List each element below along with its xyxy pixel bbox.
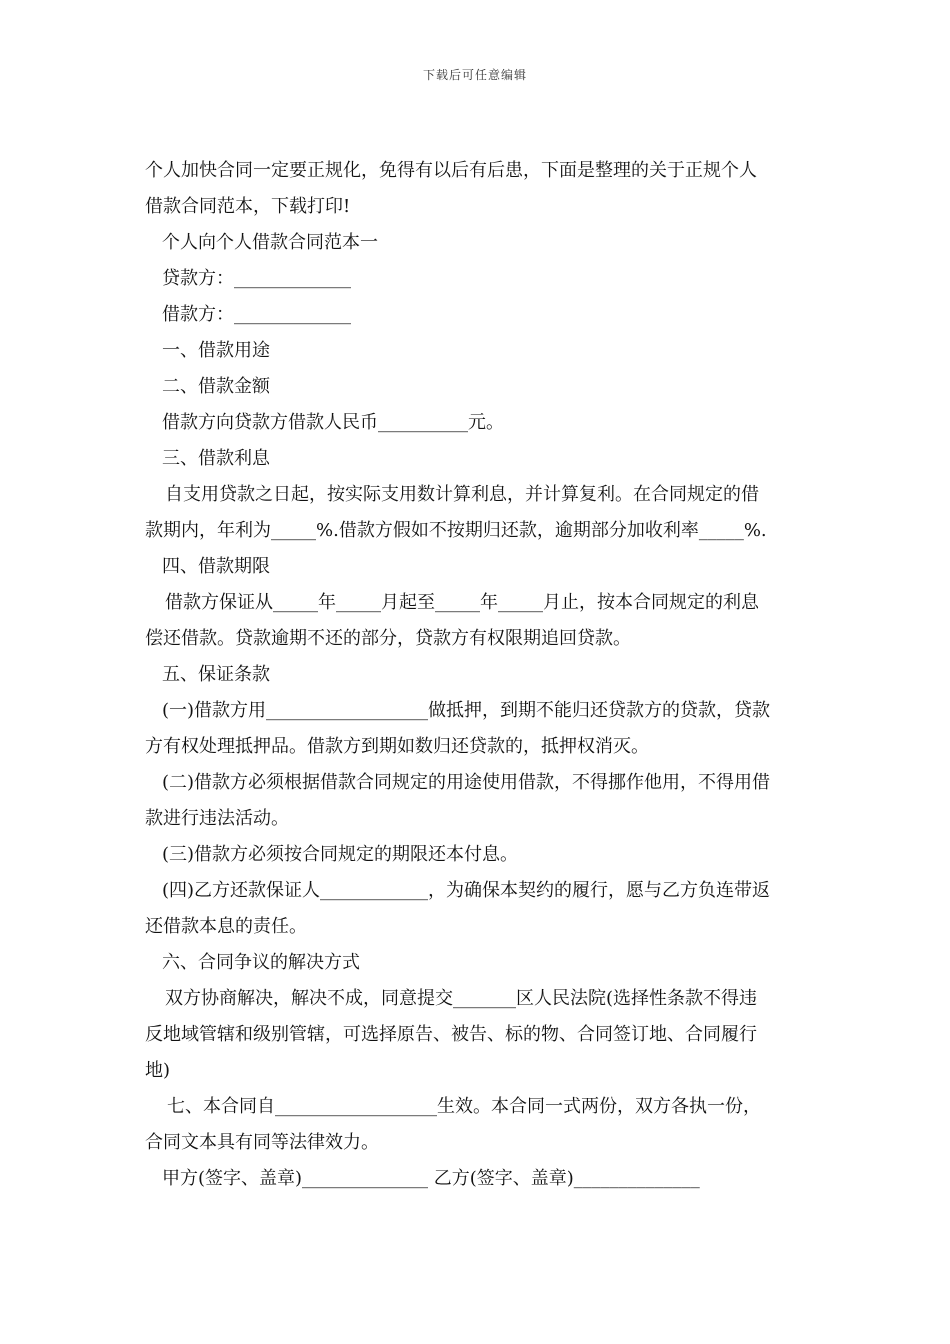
text-line: 借款方保证从_____年_____月起至_____年_____月止，按本合同规定的利息 [165,592,759,613]
text-line: 二、借款金额 [162,376,270,397]
text-line: 方有权处理抵押品。借款方到期如数归还贷款的，抵押权消灭。 [145,736,649,757]
text-line: 自支用贷款之日起，按实际支用数计算利息，并计算复利。在合同规定的借 [165,484,759,505]
text-line: 个人向个人借款合同范本一 [162,232,378,253]
text-line: 合同文本具有同等法律效力。 [145,1132,379,1153]
text-line: 甲方(签字、盖章)______________ 乙方(签字、盖章)______________ [162,1168,700,1189]
text-line: 借款方向贷款方借款人民币__________元。 [162,412,504,433]
text-line: (四)乙方还款保证人____________，为确保本契约的履行，愿与乙方负连带返 [162,880,771,901]
text-line: 款进行违法活动。 [145,808,289,829]
page-header: 下载后可任意编辑 [422,68,527,82]
text-line: 三、借款利息 [162,448,270,469]
text-line: 五、保证条款 [162,664,270,685]
text-line: 反地域管辖和级别管辖，可选择原告、被告、标的物、合同签订地、合同履行 [145,1024,757,1045]
text-line: 偿还借款。贷款逾期不还的部分，贷款方有权限期追回贷款。 [145,628,631,649]
text-line: (一)借款方用__________________做抵押，到期不能归还贷款方的贷款，贷款 [162,700,771,721]
text-line: 贷款方：_____________ [162,268,351,289]
text-line: 七、本合同自__________________生效。本合同一式两份，双方各执一份， [167,1096,761,1117]
text-line: 地) [145,1060,171,1081]
document-body [145,153,810,1197]
text-line: 款期内，年利为_____%.借款方假如不按期归还款，逾期部分加收利率_____%. [145,520,767,541]
text-line: 双方协商解决，解决不成，同意提交_______区人民法院(选择性条款不得违 [165,988,758,1009]
text-line: 六、合同争议的解决方式 [162,952,360,973]
text-line: (三)借款方必须按合同规定的期限还本付息。 [162,844,519,865]
text-line: 借款合同范本，下载打印! [145,196,351,217]
text-line: 个人加快合同一定要正规化，免得有以后有后患，下面是整理的关于正规个人 [145,160,757,181]
text-line: 四、借款期限 [162,556,270,577]
text-line: 还借款本息的责任。 [145,916,307,937]
text-line: 一、借款用途 [162,340,270,361]
text-line: (二)借款方必须根据借款合同规定的用途使用借款，不得挪作他用，不得用借 [162,772,771,793]
text-line: 借款方：_____________ [162,304,351,325]
